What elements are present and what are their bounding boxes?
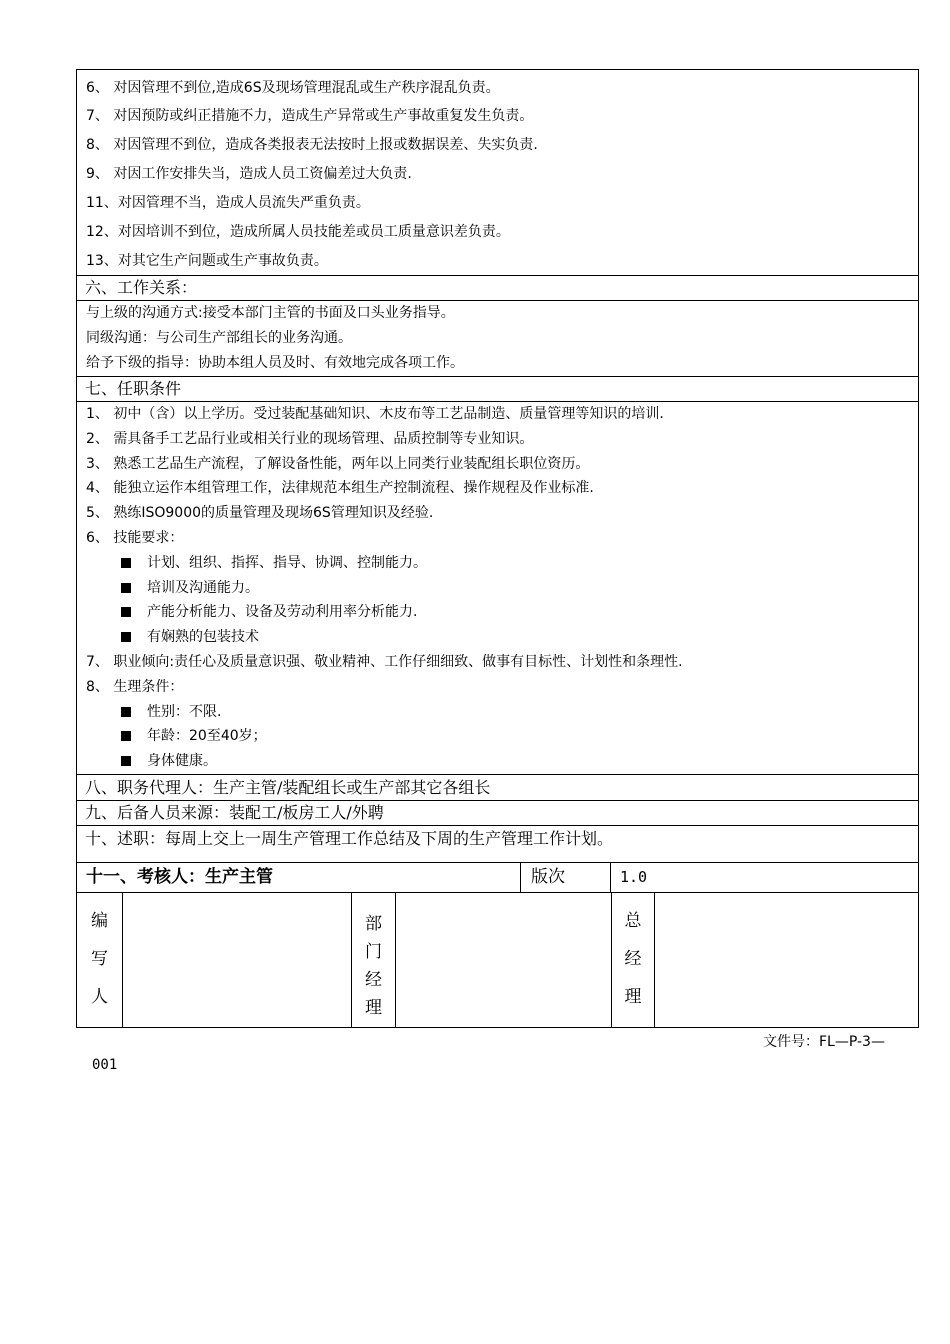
responsibility-item: 8、 对因管理不到位，造成各类报表无法按时上报或数据误差、失实负责. [86, 137, 538, 153]
qualification-item: 4、 能独立运作本组管理工作，法律规范本组生产控制流程、操作规程及作业标准. [86, 480, 594, 497]
writer-label-char: 编 [91, 910, 108, 931]
writer-signature-field[interactable] [122, 893, 351, 1027]
relation-peer: 同级沟通：与公司生产部组长的业务沟通。 [86, 330, 352, 346]
qualification-item: 5、 熟练ISO9000的质量管理及现场6S管理知识及经验. [86, 505, 434, 522]
skill-text: 产能分析能力、设备及劳动利用率分析能力. [147, 604, 418, 621]
writer-label-char: 人 [91, 986, 108, 1007]
work-relations-section [77, 300, 918, 376]
skill-item [77, 551, 918, 576]
page-number: 001 [92, 1057, 118, 1073]
writer-label [77, 893, 122, 1027]
job-description-table [76, 69, 919, 1028]
assessor-version-row [77, 862, 918, 892]
qualification-item: 1、 初中（含）以上学历。受过装配基础知识、木皮布等工艺品制造、质量管理等知识的培训. [86, 406, 664, 422]
skill-text: 计划、组织、指挥、指导、协调、控制能力。 [147, 554, 427, 571]
bullet-square-icon [121, 583, 131, 593]
skill-item [77, 600, 918, 625]
bullet-square-icon [121, 558, 131, 568]
relation-superior: 与上级的沟通方式:接受本部门主管的书面及口头业务指导。 [86, 305, 455, 321]
general-manager-label-char: 总 [624, 910, 642, 931]
file-number: 文件号：FL—P-3— [763, 1034, 885, 1050]
bullet-square-icon [121, 731, 131, 741]
general-manager-signature-field[interactable] [654, 893, 919, 1027]
skill-item [77, 625, 918, 650]
bullet-square-icon [121, 607, 131, 617]
skill-text: 有娴熟的包装技术 [147, 629, 259, 646]
responsibility-item: 6、 对因管理不到位,造成6S及现场管理混乱或生产秩序混乱负责。 [86, 80, 500, 96]
responsibility-item: 9、 对因工作安排失当，造成人员工资偏差过大负责. [86, 166, 412, 182]
version-label: 版次 [520, 863, 610, 892]
version-value: 1.0 [610, 863, 919, 892]
qualification-item: 6、 技能要求： [86, 529, 184, 546]
dept-manager-label-char: 理 [365, 997, 382, 1018]
dept-manager-signature-field[interactable] [395, 893, 611, 1027]
backup-row: 九、后备人员来源：装配工/板房工人/外聘 [77, 800, 918, 825]
dept-manager-label-char: 部 [365, 913, 382, 934]
physical-text: 性别：不限. [147, 703, 222, 720]
physical-item [77, 749, 918, 774]
responsibility-item: 11、对因管理不当，造成人员流失严重负责。 [86, 195, 370, 211]
physical-text: 年龄：20至40岁； [147, 728, 267, 745]
responsibility-item: 13、对其它生产问题或生产事故负责。 [86, 253, 328, 269]
general-manager-label [611, 893, 654, 1027]
dept-manager-label [351, 893, 395, 1027]
responsibility-item: 7、 对因预防或纠正措施不力，造成生产异常或生产事故重复发生负责。 [86, 108, 534, 124]
qualification-item: 3、 熟悉工艺品生产流程，了解设备性能，两年以上同类行业装配组长职位资历。 [86, 455, 590, 472]
bullet-square-icon [121, 632, 131, 642]
work-relations-header: 六、工作关系： [77, 275, 918, 300]
report-row: 十、述职：每周上交上一周生产管理工作总结及下周的生产管理工作计划。 [77, 825, 918, 862]
relation-subordinate: 给予下级的指导：协助本组人员及时、有效地完成各项工作。 [86, 355, 464, 371]
responsibilities-section [77, 70, 918, 275]
dept-manager-label-char: 经 [365, 969, 382, 990]
general-manager-label-char: 经 [624, 948, 642, 969]
assessor-label: 十一、考核人：生产主管 [86, 866, 273, 887]
skill-text: 培训及沟通能力。 [147, 579, 259, 596]
qualification-item: 7、 职业倾向:责任心及质量意识强、敬业精神、工作仔细细致、做事有目标性、计划性和条理性. [86, 653, 683, 670]
deputy-row: 八、职务代理人：生产主管/装配组长或生产部其它各组长 [77, 774, 918, 800]
physical-item [77, 700, 918, 725]
qualifications-section [77, 401, 918, 774]
physical-item [77, 724, 918, 749]
physical-text: 身体健康。 [147, 753, 217, 770]
dept-manager-label-char: 门 [365, 941, 382, 962]
responsibility-item: 12、对因培训不到位，造成所属人员技能差或员工质量意识差负责。 [86, 224, 510, 240]
general-manager-label-char: 理 [624, 986, 642, 1007]
bullet-square-icon [121, 756, 131, 766]
qualifications-header: 七、任职条件 [77, 376, 918, 401]
signature-row [77, 892, 918, 1027]
qualification-item: 2、 需具备手工艺品行业或相关行业的现场管理、品质控制等专业知识。 [86, 430, 534, 447]
bullet-square-icon [121, 707, 131, 717]
skill-item [77, 576, 918, 601]
writer-label-char: 写 [91, 948, 108, 969]
qualification-item: 8、 生理条件： [86, 678, 184, 695]
